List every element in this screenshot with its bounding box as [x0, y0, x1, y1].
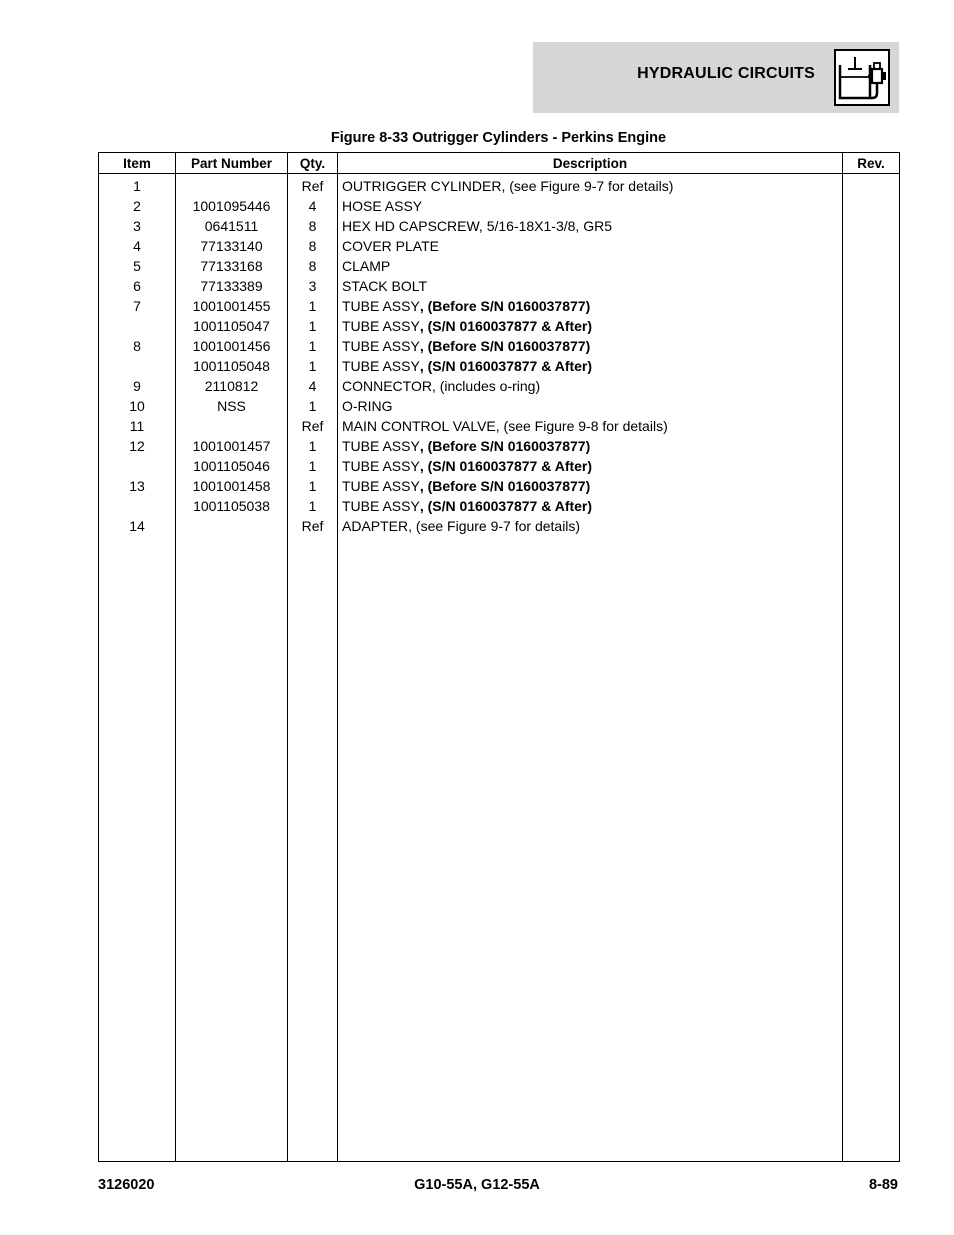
description-cell: [338, 256, 843, 276]
part-number-cell: 77133140: [176, 236, 288, 256]
hydraulic-circuits-icon: [834, 49, 890, 106]
part-number-cell: 2110812: [176, 376, 288, 396]
rev-cell: [843, 396, 900, 416]
description-cell: [338, 436, 843, 456]
item-cell: 2: [99, 196, 176, 216]
description-text: TUBE ASSY: [342, 498, 420, 514]
description-text: CLAMP: [342, 258, 391, 274]
table-row: [99, 416, 900, 436]
table-row: [99, 456, 900, 476]
description-text: STACK BOLT: [342, 278, 428, 294]
description-cell: [338, 336, 843, 356]
description-text: COVER PLATE: [342, 238, 439, 254]
empty-cell: [288, 536, 338, 1162]
qty-cell: 1: [288, 316, 338, 336]
description-text: OUTRIGGER CYLINDER, (see Figure 9-7 for details): [342, 178, 674, 194]
part-number-cell: [176, 516, 288, 536]
description-text: TUBE ASSY: [342, 338, 420, 354]
description-cell: [338, 476, 843, 496]
part-number-cell: 1001001455: [176, 296, 288, 316]
description-text: TUBE ASSY: [342, 458, 420, 474]
table-header-row: [99, 153, 900, 174]
description-cell: [338, 376, 843, 396]
part-number-cell: 1001105046: [176, 456, 288, 476]
description-cell: [338, 416, 843, 436]
empty-cell: [338, 536, 843, 1162]
part-number-cell: 0641511: [176, 216, 288, 236]
qty-cell: 8: [288, 256, 338, 276]
column-header-item: Item: [99, 153, 176, 174]
qty-cell: 4: [288, 196, 338, 216]
qty-cell: 8: [288, 216, 338, 236]
part-number-cell: NSS: [176, 396, 288, 416]
rev-cell: [843, 356, 900, 376]
column-header-rev: Rev.: [843, 153, 900, 174]
rev-cell: [843, 276, 900, 296]
rev-cell: [843, 376, 900, 396]
qty-cell: 3: [288, 276, 338, 296]
item-cell: [99, 456, 176, 476]
description-text: TUBE ASSY: [342, 358, 420, 374]
qty-cell: 1: [288, 336, 338, 356]
item-cell: [99, 316, 176, 336]
table-row: [99, 376, 900, 396]
qty-cell: 1: [288, 436, 338, 456]
table-row: [99, 236, 900, 256]
parts-table: [98, 152, 900, 1162]
rev-cell: [843, 496, 900, 516]
item-cell: 13: [99, 476, 176, 496]
part-number-cell: 1001095446: [176, 196, 288, 216]
table-row: [99, 516, 900, 536]
column-header-description: Description: [338, 153, 843, 174]
qty-cell: 1: [288, 356, 338, 376]
serial-note: , (Before S/N 0160037877): [419, 478, 591, 494]
part-number-cell: 1001105047: [176, 316, 288, 336]
table-row: [99, 436, 900, 456]
empty-cell: [99, 536, 176, 1162]
description-text: TUBE ASSY: [342, 298, 420, 314]
part-number-cell: [176, 174, 288, 197]
rev-cell: [843, 216, 900, 236]
rev-cell: [843, 516, 900, 536]
qty-cell: 8: [288, 236, 338, 256]
figure-title: Figure 8-33 Outrigger Cylinders - Perkins Engine: [330, 130, 667, 146]
qty-cell: 4: [288, 376, 338, 396]
part-number-cell: 1001105038: [176, 496, 288, 516]
rev-cell: [843, 256, 900, 276]
serial-note: , (Before S/N 0160037877): [419, 338, 591, 354]
item-cell: 12: [99, 436, 176, 456]
description-text: MAIN CONTROL VALVE, (see Figure 9-8 for details): [342, 418, 668, 434]
description-cell: [338, 276, 843, 296]
qty-cell: 1: [288, 456, 338, 476]
table-row: [99, 336, 900, 356]
serial-note: , (Before S/N 0160037877): [419, 298, 591, 314]
table-row: [99, 196, 900, 216]
description-text: TUBE ASSY: [342, 318, 420, 334]
description-cell: [338, 396, 843, 416]
table-row: [99, 476, 900, 496]
rev-cell: [843, 236, 900, 256]
description-cell: [338, 174, 843, 197]
item-cell: 7: [99, 296, 176, 316]
serial-note: , (S/N 0160037877 & After): [419, 498, 593, 514]
description-cell: [338, 196, 843, 216]
rev-cell: [843, 196, 900, 216]
rev-cell: [843, 416, 900, 436]
description-text: HOSE ASSY: [342, 198, 423, 214]
rev-cell: [843, 436, 900, 456]
rev-cell: [843, 456, 900, 476]
section-header: [533, 42, 899, 113]
rev-cell: [843, 174, 900, 197]
table-row: [99, 276, 900, 296]
qty-cell: Ref: [288, 174, 338, 197]
serial-note: , (S/N 0160037877 & After): [419, 358, 593, 374]
serial-note: , (S/N 0160037877 & After): [419, 458, 593, 474]
item-cell: [99, 356, 176, 376]
part-number-cell: 1001001458: [176, 476, 288, 496]
qty-cell: Ref: [288, 516, 338, 536]
serial-note: , (S/N 0160037877 & After): [419, 318, 593, 334]
item-cell: 5: [99, 256, 176, 276]
item-cell: 6: [99, 276, 176, 296]
table-filler-row: [99, 536, 900, 1162]
empty-cell: [843, 536, 900, 1162]
description-text: TUBE ASSY: [342, 438, 420, 454]
rev-cell: [843, 296, 900, 316]
description-cell: [338, 456, 843, 476]
table-row: [99, 174, 900, 197]
part-number-cell: 1001001456: [176, 336, 288, 356]
item-cell: 1: [99, 174, 176, 197]
item-cell: 8: [99, 336, 176, 356]
part-number-cell: 77133168: [176, 256, 288, 276]
description-cell: [338, 216, 843, 236]
description-cell: [338, 516, 843, 536]
description-cell: [338, 236, 843, 256]
part-number-cell: 1001001457: [176, 436, 288, 456]
qty-cell: 1: [288, 396, 338, 416]
rev-cell: [843, 476, 900, 496]
item-cell: 4: [99, 236, 176, 256]
description-text: ADAPTER, (see Figure 9-7 for details): [342, 518, 581, 534]
table-row: [99, 296, 900, 316]
serial-note: , (Before S/N 0160037877): [419, 438, 591, 454]
table-row: [99, 396, 900, 416]
item-cell: 9: [99, 376, 176, 396]
page-number: 8-89: [868, 1177, 898, 1193]
description-cell: [338, 356, 843, 376]
item-cell: 3: [99, 216, 176, 236]
table-row: [99, 496, 900, 516]
empty-cell: [176, 536, 288, 1162]
doc-number: 3126020: [98, 1177, 155, 1193]
rev-cell: [843, 336, 900, 356]
part-number-cell: 1001105048: [176, 356, 288, 376]
item-cell: 11: [99, 416, 176, 436]
table-row: [99, 356, 900, 376]
description-cell: [338, 316, 843, 336]
table-row: [99, 216, 900, 236]
part-number-cell: 77133389: [176, 276, 288, 296]
item-cell: 14: [99, 516, 176, 536]
item-cell: [99, 496, 176, 516]
qty-cell: 1: [288, 296, 338, 316]
qty-cell: Ref: [288, 416, 338, 436]
table-row: [99, 256, 900, 276]
table-row: [99, 316, 900, 336]
model-numbers: G10-55A, G12-55A: [414, 1177, 540, 1193]
qty-cell: 1: [288, 496, 338, 516]
section-title: HYDRAULIC CIRCUITS: [637, 65, 815, 82]
description-text: TUBE ASSY: [342, 478, 420, 494]
description-cell: [338, 496, 843, 516]
column-header-part-number: Part Number: [176, 153, 288, 174]
description-cell: [338, 296, 843, 316]
column-header-qty: Qty.: [288, 153, 338, 174]
part-number-cell: [176, 416, 288, 436]
description-text: O-RING: [342, 398, 393, 414]
rev-cell: [843, 316, 900, 336]
item-cell: 10: [99, 396, 176, 416]
description-text: CONNECTOR, (includes o-ring): [342, 378, 541, 394]
description-text: HEX HD CAPSCREW, 5/16-18X1-3/8, GR5: [342, 218, 612, 234]
qty-cell: 1: [288, 476, 338, 496]
